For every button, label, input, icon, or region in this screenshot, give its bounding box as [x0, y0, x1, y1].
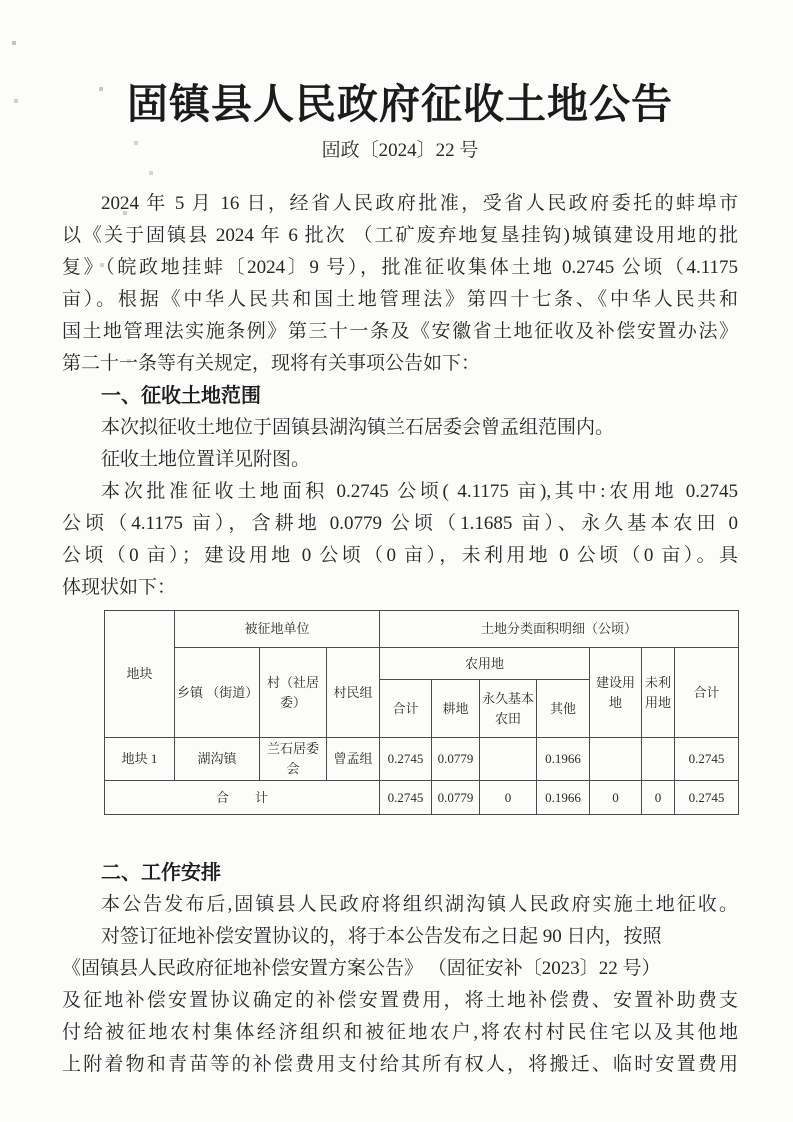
scan-noise	[0, 0, 2, 2]
th-detail-group: 土地分类面积明细（公顷）	[380, 611, 739, 648]
th-plot: 地块	[105, 611, 175, 738]
intro-line-2: 以《关于固镇县 2024 年 6 批次 （工矿废弃地复垦挂钩)城镇建设用地的批	[62, 225, 738, 247]
section2-line-2: 对签订征地补偿安置协议的，将于本公告发布之日起 90 日内，按照	[101, 926, 662, 948]
total-permanent-farmland: 0	[480, 781, 537, 815]
th-villager-group: 村民组	[327, 648, 380, 738]
th-village: 村（社居委）	[260, 648, 327, 738]
cell-construction	[590, 738, 642, 781]
cell-total: 0.2745	[675, 738, 739, 781]
th-agri-total: 合计	[380, 680, 432, 738]
total-label: 合 计	[105, 781, 380, 815]
intro-line-6: 第二十一条等有关规定，现将有关事项公告如下：	[62, 353, 481, 375]
land-table-wrapper	[104, 610, 738, 815]
total-other: 0.1966	[537, 781, 590, 815]
th-construction: 建设用地	[590, 648, 642, 738]
th-cultivated: 耕地	[432, 680, 480, 738]
table-total-row	[105, 781, 739, 815]
cell-agri-total: 0.2745	[380, 738, 432, 781]
document-body	[62, 188, 738, 1081]
document-title: 固镇县人民政府征收土地公告	[127, 81, 673, 127]
intro-line-3: 复》（皖政地挂蚌〔2024〕9 号），批准征收集体土地 0.2745 公顷（4.1175	[62, 257, 738, 279]
land-area-table	[104, 610, 739, 815]
cell-villager-group: 曾孟组	[327, 738, 380, 781]
cell-other: 0.1966	[537, 738, 590, 781]
section1-line-1: 本次拟征收土地位于固镇县湖沟镇兰石居委会曾孟组范围内。	[101, 417, 615, 439]
cell-unused	[642, 738, 675, 781]
th-permanent-farmland: 永久基本农田	[480, 680, 537, 738]
cell-village: 兰石居委会	[260, 738, 327, 781]
intro-line-1: 2024 年 5 月 16 日，经省人民政府批准，受省人民政府委托的蚌埠市	[101, 193, 738, 215]
document-content	[62, 0, 738, 1081]
th-other: 其他	[537, 680, 590, 738]
cell-permanent-farmland	[480, 738, 537, 781]
section2-line-4: 及征地补偿安置协议确定的补偿安置费用，将土地补偿费、安置补助费支	[62, 990, 738, 1012]
section1-line-5: 公顷（0 亩）；建设用地 0 公顷（0 亩），未利用地 0 公顷（0 亩）。具	[62, 545, 738, 567]
section2-line-6: 上附着物和青苗等的补偿费用支付给其所有权人，将搬迁、临时安置费用	[62, 1054, 738, 1076]
section-gap	[62, 827, 738, 857]
th-unused: 未利用地	[642, 648, 675, 738]
total-agri-total: 0.2745	[380, 781, 432, 815]
section1-line-4: 公顷（4.1175 亩），含耕地 0.0779 公顷（1.1685 亩）、永久基本农田 0	[62, 513, 738, 535]
document-number: 固政〔2024〕22 号	[321, 140, 479, 162]
section1-line-3: 本次批准征收土地面积 0.2745 公顷( 4.1175 亩),其中:农用地 0.2745	[101, 481, 738, 503]
section2-line-1: 本公告发布后,固镇县人民政府将组织湖沟镇人民政府实施土地征收。	[101, 894, 738, 916]
total-total: 0.2745	[675, 781, 739, 815]
intro-line-4: 亩）。根据《中华人民共和国土地管理法》第四十七条、《中华人民共和	[62, 289, 738, 311]
cell-township: 湖沟镇	[175, 738, 260, 781]
cell-plot: 地块 1	[105, 738, 175, 781]
section1-line-2: 征收土地位置详见附图。	[101, 449, 311, 471]
section2-line-3: 《固镇县人民政府征地补偿安置方案公告》 （固征安补〔2023〕22 号）	[62, 958, 661, 980]
total-unused: 0	[642, 781, 675, 815]
section2-heading: 二、工作安排	[101, 862, 221, 885]
total-cultivated: 0.0779	[432, 781, 480, 815]
total-construction: 0	[590, 781, 642, 815]
th-total: 合计	[675, 648, 739, 738]
th-agri-group: 农用地	[380, 648, 590, 680]
section1-heading: 一、征收土地范围	[101, 385, 261, 408]
section2-line-5: 付给被征地农村集体经济组织和被征地农户,将农村村民住宅以及其他地	[62, 1022, 738, 1044]
table-row	[105, 738, 739, 781]
cell-cultivated: 0.0779	[432, 738, 480, 781]
th-township: 乡镇 （街道）	[175, 648, 260, 738]
intro-line-5: 国土地管理法实施条例》第三十一条及《安徽省土地征收及补偿安置办法》	[62, 321, 738, 343]
th-unit-group: 被征地单位	[175, 611, 380, 648]
section1-line-6: 体现状如下：	[62, 577, 177, 599]
